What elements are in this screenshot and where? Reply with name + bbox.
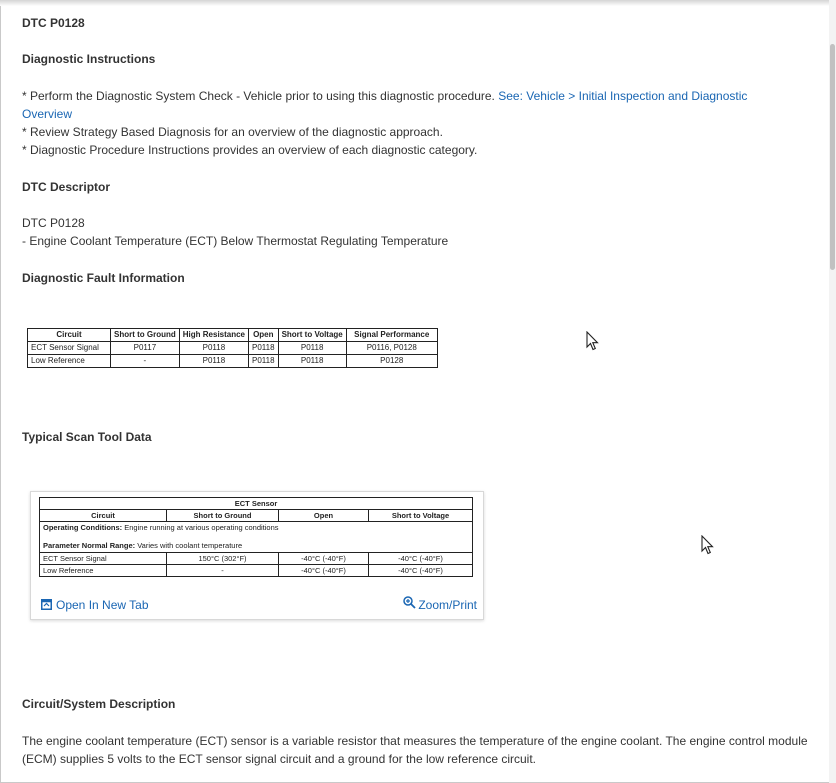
- scrollbar[interactable]: [829, 0, 836, 783]
- table-title-row: [40, 498, 473, 510]
- table-row: [40, 565, 473, 577]
- table-cell: -: [111, 355, 180, 368]
- operating-conditions-label: Operating Conditions:: [43, 523, 123, 532]
- table-cell: -40°C (-40°F): [279, 553, 369, 565]
- col-header: Circuit: [28, 329, 111, 342]
- table-cell: P0118: [249, 342, 279, 355]
- scan-tool-heading: Typical Scan Tool Data: [22, 430, 152, 444]
- table-cell: 150°C (302°F): [167, 553, 279, 565]
- table-cell: P0118: [179, 342, 248, 355]
- normal-range-text: Varies with coolant temperature: [135, 541, 243, 550]
- fault-info-heading: Diagnostic Fault Information: [22, 271, 185, 285]
- open-new-tab-icon: [41, 599, 52, 610]
- mouse-pointer-icon: [701, 535, 715, 555]
- table-cell: P0117: [111, 342, 180, 355]
- table-row: [40, 553, 473, 565]
- scrollbar-thumb[interactable]: [830, 44, 835, 270]
- table-cell: Low Reference: [40, 565, 167, 577]
- mouse-pointer-icon: [586, 331, 600, 351]
- table-header-row: [28, 329, 438, 342]
- diag-instructions-heading: Diagnostic Instructions: [22, 52, 156, 66]
- ect-sensor-title: ECT Sensor: [40, 498, 473, 510]
- table-header-row: [40, 510, 473, 522]
- initial-inspection-link-overview[interactable]: Overview: [22, 107, 73, 121]
- dtc-title: DTC P0128: [22, 16, 85, 30]
- scan-tool-table: [39, 497, 473, 577]
- descriptor-text: - Engine Coolant Temperature (ECT) Below Thermostat Regulating Temperature: [22, 234, 449, 248]
- dtc-descriptor-heading: DTC Descriptor: [22, 180, 111, 194]
- table-row: [28, 355, 438, 368]
- instructions-list: [22, 87, 812, 159]
- table-cell: -40°C (-40°F): [369, 565, 473, 577]
- table-cell: ECT Sensor Signal: [40, 553, 167, 565]
- instruction-item-1: * Perform the Diagnostic System Check - Vehicle prior to using this diagnostic procedure. See: Vehicle > Initial Inspection and Diagnostic Overview: [22, 89, 748, 121]
- table-row: [28, 342, 438, 355]
- normal-range-label: Parameter Normal Range:: [43, 541, 136, 550]
- circuit-desc-text: The engine coolant temperature (ECT) sensor is a variable resistor that measures the temperature of the engine coolant. The engine control module (ECM) supplies 5 volts to the ECT sensor signal circuit and a ground for the low reference circuit.: [22, 734, 808, 766]
- table-cell: P0118: [249, 355, 279, 368]
- descriptor-code: DTC P0128: [22, 216, 85, 230]
- table-cell: -40°C (-40°F): [279, 565, 369, 577]
- col-header: Short to Voltage: [369, 510, 473, 522]
- table-cell: P0116, P0128: [346, 342, 437, 355]
- col-header: Open: [249, 329, 279, 342]
- table-cell: P0128: [346, 355, 437, 368]
- col-header: Short to Ground: [167, 510, 279, 522]
- open-in-new-tab-button[interactable]: [41, 598, 149, 612]
- open-in-new-tab-label: Open In New Tab: [56, 598, 149, 612]
- table-cell: Low Reference: [28, 355, 111, 368]
- top-edge-shadow: [0, 0, 836, 6]
- table-cell: ECT Sensor Signal: [28, 342, 111, 355]
- conditions-cell: [40, 522, 473, 553]
- table-cell: P0118: [278, 355, 346, 368]
- scan-tool-figure: [30, 491, 484, 620]
- table-cell: P0118: [278, 342, 346, 355]
- col-header: Short to Voltage: [278, 329, 346, 342]
- magnifier-plus-icon: [403, 596, 416, 609]
- col-header: Open: [279, 510, 369, 522]
- table-cell: -: [167, 565, 279, 577]
- instruction-item-3: * Diagnostic Procedure Instructions provides an overview of each diagnostic category.: [22, 143, 478, 157]
- initial-inspection-link[interactable]: See: Vehicle > Initial Inspection and Diagnostic: [498, 89, 748, 103]
- conditions-row: [40, 522, 473, 553]
- col-header: High Resistance: [179, 329, 248, 342]
- figure-toolbar: [41, 598, 477, 614]
- col-header: Circuit: [40, 510, 167, 522]
- zoom-print-button[interactable]: [403, 596, 477, 612]
- operating-conditions-text: Engine running at various operating conditions: [122, 523, 279, 532]
- circuit-desc-heading: Circuit/System Description: [22, 697, 176, 711]
- fault-info-table: [27, 328, 438, 368]
- instruction-item-2: * Review Strategy Based Diagnosis for an overview of the diagnostic approach.: [22, 125, 443, 139]
- col-header: Signal Performance: [346, 329, 437, 342]
- table-cell: -40°C (-40°F): [369, 553, 473, 565]
- zoom-print-label: Zoom/Print: [418, 598, 477, 612]
- table-cell: P0118: [179, 355, 248, 368]
- col-header: Short to Ground: [111, 329, 180, 342]
